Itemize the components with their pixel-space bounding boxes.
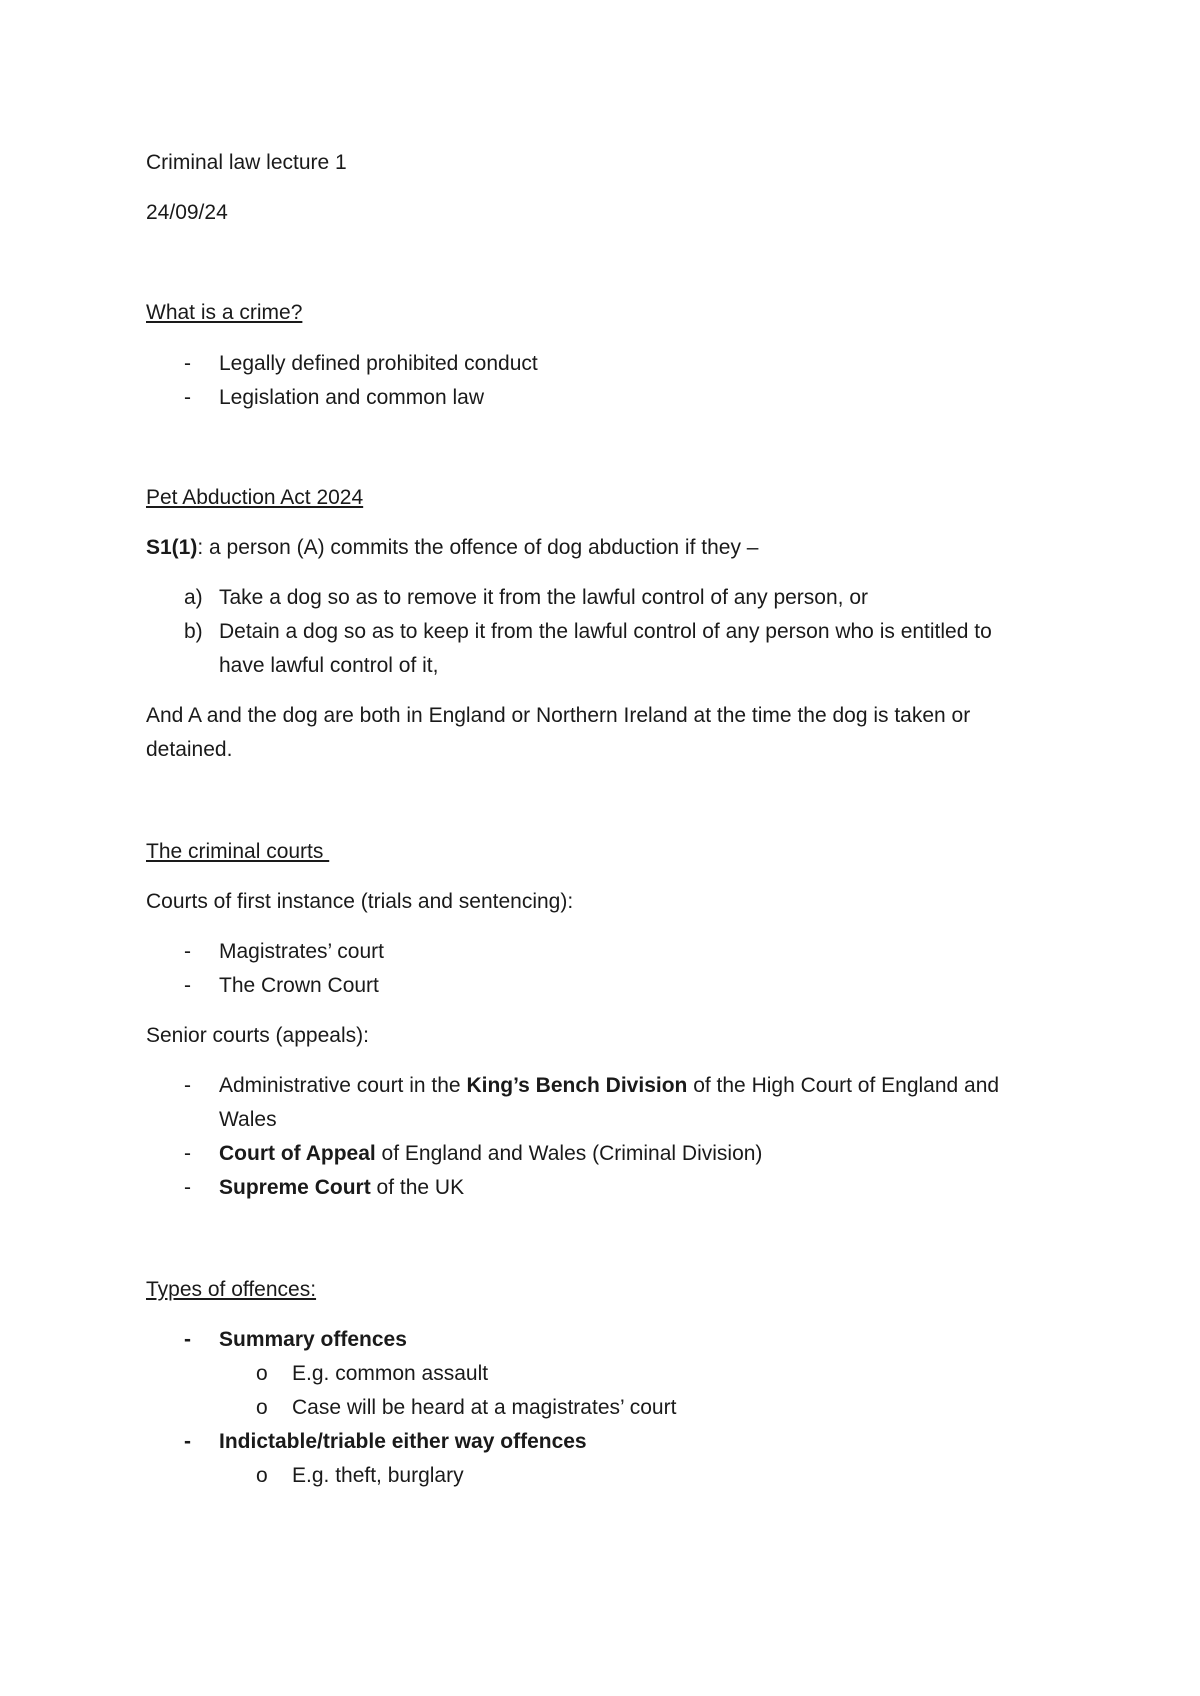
list-item-bold: Supreme Court: [219, 1176, 371, 1199]
statute-section-label: S1(1): [146, 536, 198, 559]
paragraph-line: And A and the dog are both in England or Northern Ireland at the time the dog is taken or: [146, 704, 971, 727]
list-item-bold: Indictable/triable either way offences: [219, 1430, 587, 1453]
sub-bullet: o: [256, 1362, 268, 1385]
list-dash: -: [184, 352, 191, 375]
list-item-text: of the High Court of England and: [687, 1074, 1000, 1097]
list-item: Detain a dog so as to keep it from the lawful control of any person who is entitled to: [219, 620, 992, 643]
sub-bullet: o: [256, 1464, 268, 1487]
sub-list-item: Case will be heard at a magistrates’ court: [292, 1396, 677, 1419]
list-item-bold: King’s Bench Division: [466, 1074, 688, 1097]
list-dash: -: [184, 1074, 191, 1097]
paragraph-line: Courts of first instance (trials and sentencing):: [146, 890, 574, 913]
list-marker: b): [184, 620, 203, 643]
list-item-text: of England and Wales (Criminal Division): [375, 1142, 763, 1165]
list-dash: -: [184, 1176, 191, 1199]
list-item: Legislation and common law: [219, 386, 484, 409]
section-heading-types-of-offences: Types of offences:: [146, 1278, 317, 1301]
list-item: [219, 1137, 762, 1171]
list-item: Magistrates’ court: [219, 940, 384, 963]
list-item: [219, 1069, 999, 1103]
list-dash: -: [184, 1328, 191, 1351]
list-dash: -: [184, 1430, 191, 1453]
statute-section-text: : a person (A) commits the offence of dog abduction if they –: [197, 536, 759, 559]
document-title: Criminal law lecture 1: [146, 151, 347, 174]
statute-section-line: [146, 531, 758, 565]
list-item: The Crown Court: [219, 974, 379, 997]
list-item-text: Administrative court in the: [219, 1074, 467, 1097]
section-heading-what-is-crime: What is a crime?: [146, 301, 303, 324]
list-dash: -: [184, 386, 191, 409]
list-item-bold: Summary offences: [219, 1328, 407, 1351]
paragraph-line: Senior courts (appeals):: [146, 1024, 369, 1047]
sub-bullet: o: [256, 1396, 268, 1419]
paragraph-line: detained.: [146, 738, 233, 761]
list-item-continuation: have lawful control of it,: [219, 654, 439, 677]
list-item-text: of the UK: [370, 1176, 465, 1199]
document-date: 24/09/24: [146, 201, 228, 224]
list-dash: -: [184, 940, 191, 963]
list-item: Legally defined prohibited conduct: [219, 352, 538, 375]
sub-list-item: E.g. common assault: [292, 1362, 489, 1385]
list-item-bold: Court of Appeal: [219, 1142, 376, 1165]
list-item: [219, 1171, 464, 1205]
list-item: Take a dog so as to remove it from the lawful control of any person, or: [219, 586, 868, 609]
list-item-continuation: Wales: [219, 1108, 277, 1131]
sub-list-item: E.g. theft, burglary: [292, 1464, 464, 1487]
list-marker: a): [184, 586, 203, 609]
list-dash: -: [184, 974, 191, 997]
section-heading-criminal-courts: The criminal courts: [146, 840, 330, 863]
section-heading-pet-abduction-act: Pet Abduction Act 2024: [146, 486, 364, 509]
list-dash: -: [184, 1142, 191, 1165]
